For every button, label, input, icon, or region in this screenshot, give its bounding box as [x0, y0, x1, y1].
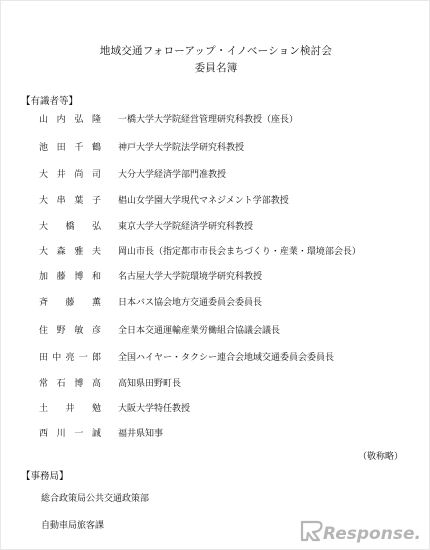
member-role: 椙山女学園大学現代マネジメント学部教授	[118, 196, 289, 206]
member-role: 福井県知事	[118, 429, 164, 439]
member-role: 大阪大学特任教授	[118, 404, 191, 414]
secretariat-item: 自動車局旅客課	[41, 521, 105, 531]
member-name: 田中亮一郎	[39, 353, 101, 363]
member-role: 岡山市長（指定都市市長会まちづくり・産業・環境部会長）	[118, 247, 361, 257]
member-name: 西川一誠	[39, 429, 101, 439]
response-watermark-logo	[299, 516, 425, 546]
member-name: 大森雅夫	[39, 247, 101, 257]
member-role: 神戸大学大学院法学研究科教授	[118, 143, 245, 153]
member-role: 日本バス協会地方交通委員会委員長	[118, 298, 263, 308]
member-name: 大串葉子	[39, 196, 101, 206]
secretariat-section-label: 【事務局】	[21, 471, 69, 482]
member-role: 一橋大学大学院経営管理研究科教授（座長）	[118, 115, 299, 125]
member-name: 住野敏彦	[39, 326, 101, 336]
member-name: 常石博高	[39, 379, 101, 389]
member-name: 大井尚司	[39, 170, 101, 180]
member-name: 大橋弘	[39, 222, 101, 232]
member-name: 斉藤薫	[39, 298, 101, 308]
member-role: 全国ハイヤー・タクシー連合会地域交通委員会委員長	[118, 353, 335, 363]
honorific-note: （敬称略）	[357, 452, 403, 462]
member-role: 大分大学経済学部門准教授	[118, 170, 227, 180]
member-role: 全日本交通運輸産業労働組合協議会議長	[118, 326, 281, 336]
watermark-text: Response.	[323, 524, 421, 544]
member-name: 池田千鶴	[39, 143, 101, 153]
member-role: 高知県田野町長	[118, 379, 182, 389]
document-subtitle: 委員名簿	[194, 62, 238, 74]
secretariat-item: 総合政策局公共交通政策部	[41, 494, 150, 504]
member-role: 東京大学大学院経済学研究科教授	[118, 222, 254, 232]
member-name: 土井勉	[39, 404, 101, 414]
document-title: 地域交通フォローアップ・イノベーション検討会	[99, 45, 333, 57]
experts-section-label: 【有識者等】	[21, 96, 79, 107]
member-role: 名古屋大学大学院環境学研究科教授	[118, 272, 263, 282]
member-name: 山内弘隆	[39, 115, 101, 125]
member-name: 加藤博和	[39, 272, 101, 282]
